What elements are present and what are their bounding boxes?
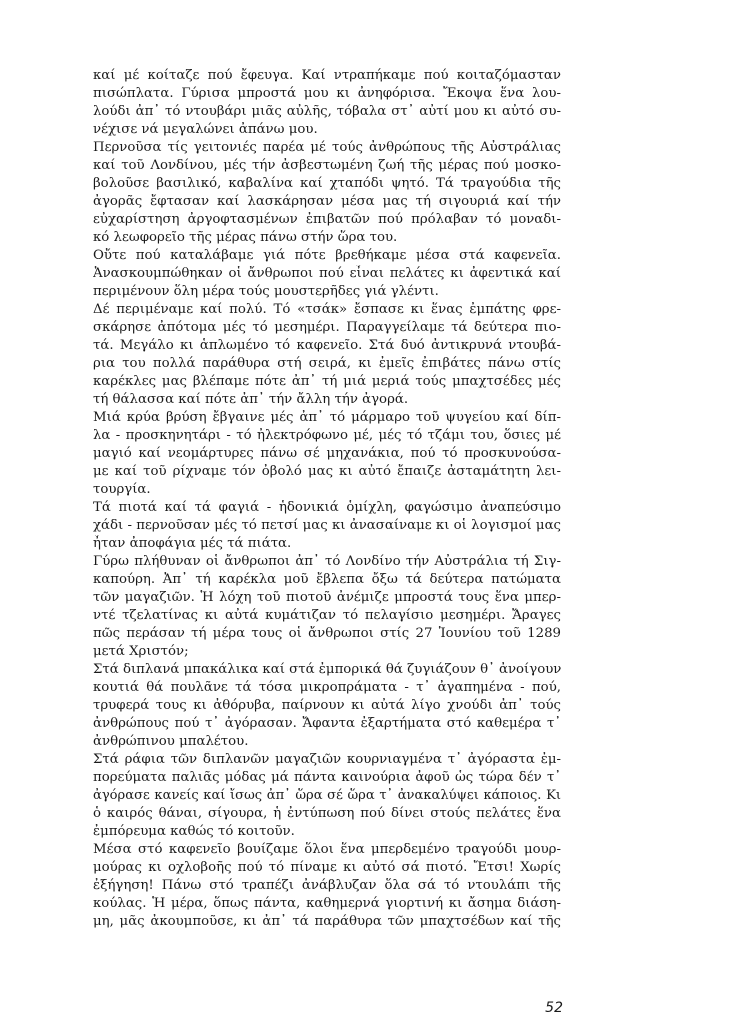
text-line: Μιά κρύα βρύση ἔβγαινε μές ἀπ᾽ τό μάρμαρο τοῦ ψυγείου καί δίπ- [93, 410, 561, 425]
text-line: ἐμπόρευμα καθώς τό κοιτοῦν. [93, 824, 295, 839]
text-line: Ἀνασκουμπώθηκαν οἱ ἄνθρωποι πού εἶναι πελάτες κι ἀφεντικά καί [93, 266, 561, 281]
text-line: με καί τοῦ ρίχναμε τόν ὀβολό μας κι αὐτό ἔπαιζε ἀσταμάτητη λει- [93, 464, 561, 479]
text-line: Στά ράφια τῶν διπλανῶν μαγαζιῶν κουρνιαγμένα τ᾽ ἀγόραστα ἐμ- [93, 752, 561, 767]
text-line: χάδι - περνοῦσαν μές τό πετσί μας κι ἀνασαίναμε κι οἱ λογισμοί μας [93, 518, 561, 533]
text-line: ἀγορᾶς ἔφτασαν καί λασκάρησαν μέσα μας τή σιγουριά καί τήν [93, 194, 561, 209]
text-line: κό λεωφορεῖο τῆς μέρας πάνω στήν ὥρα του. [93, 230, 398, 245]
text-line: σκάρησε ἀπότομα μές τό μεσημέρι. Παραγγείλαμε τά δεύτερα πιο- [93, 320, 561, 335]
text-line: ἀγόρασε κανείς καί ἴσως ἀπ᾽ ὥρα σέ ὥρα τ᾽ ἀνακαλύψει κάποιος. Κι [93, 788, 561, 803]
text-line: ἐξήγηση! Πάνω στό τραπέζι ἀνάβλυζαν ὅλα σά τό ντουλάπι τῆς [93, 878, 561, 893]
text-line: κούλας. Ἡ μέρα, ὅπως πάντα, καθημερνά γιορτινή κι ἄσημα διάση- [93, 896, 561, 911]
page-number: 52 [545, 1000, 563, 1016]
text-line: Γύρω πλήθυναν οἱ ἄνθρωποι ἀπ᾽ τό Λονδίνο τήν Αὐστράλια τή Σιγ- [93, 554, 561, 569]
text-line: μούρας κι οχλοβοῆς πού τό πίναμε κι αὐτό σά πιοτό. Ἔτσι! Χωρίς [93, 860, 561, 875]
text-line: λούδι ἀπ᾽ τό ντουβάρι μιᾶς αὐλῆς, τόβαλα στ᾽ αὐτί μου κι αὐτό συ- [93, 104, 561, 119]
text-line: ἀνθρώπους πού τ᾽ ἀγόρασαν. Ἄφαντα ἐξαρτήματα στό καθεμέρα τ᾽ [93, 716, 561, 731]
text-line: καπούρη. Ἀπ᾽ τή καρέκλα μοῦ ἔβλεπα ὄξω τά δεύτερα πατώματα [93, 572, 561, 587]
text-line: Δέ περιμέναμε καί πολύ. Τό «τσάκ» ἔσπασε κι ἕνας ἐμπάτης φρε- [93, 302, 561, 317]
body-text [93, 67, 561, 931]
text-line: τρυφερά τους κι ἀθόρυβα, παίρνουν κι αὐτά λίγο χνούδι ἀπ᾽ τούς [93, 698, 561, 713]
text-line: μη, μᾶς ἀκουμποῦσε, κι ἀπ᾽ τά παράθυρα τῶν μπαχτσέδων καί τῆς [93, 914, 561, 929]
text-line: καί τοῦ Λονδίνου, μές τήν ἀσβεστωμένη ζωή τῆς μέρας πού μοσκο- [93, 158, 561, 173]
text-line: ἀνθρώπινου μπαλέτου. [93, 734, 249, 749]
text-line: ρια του πολλά παράθυρα στή σειρά, κι ἐμεῖς ἐπιβάτες πάνω στίς [93, 356, 561, 371]
text-line: καί μέ κοίταζε πού ἔφευγα. Καί ντραπήκαμε πού κοιταζόμασταν [93, 68, 561, 83]
text-line: πῶς περάσαν τή μέρα τους οἱ ἄνθρωποι στίς 27 Ἰουνίου τοῦ 1289 [93, 626, 561, 641]
text-line: τῶν μαγαζιῶν. Ἡ λόχη τοῦ πιοτοῦ ἀνέμιζε μπροστά τους ἕνα μπερ- [93, 590, 561, 605]
text-line: ντέ τζελατίνας κι αὐτά κυμάτιζαν τό πελαγίσιο μεσημέρι. Ἄραγες [93, 608, 561, 623]
text-line: Μέσα στό καφενεῖο βουίζαμε ὅλοι ἕνα μπερδεμένο τραγούδι μουρ- [93, 842, 561, 857]
text-line: κουτιά θά πουλᾶνε τά τόσα μικροπράματα - τ᾽ ἀγαπημένα - πού, [93, 680, 561, 695]
text-line: καρέκλες μας βλέπαμε πότε ἀπ᾽ τή μιά μεριά τούς μπαχτσέδες μές [93, 374, 561, 389]
text-line: ἦταν ἀποφάγια μές τά πιάτα. [93, 536, 292, 551]
text-line: τή θάλασσα καί πότε ἀπ᾽ τήν ἄλλη τήν ἀγορά. [93, 392, 409, 407]
text-line: τά. Μεγάλο κι ἁπλωμένο τό καφενεῖο. Στά δυό ἀντικρυνά ντουβά- [93, 338, 561, 353]
text-line: πισώπλατα. Γύρισα μπροστά μου κι ἀνηφόρισα. Ἔκοψα ἕνα λου- [93, 86, 561, 101]
text-line: Οὔτε πού καταλάβαμε γιά πότε βρεθήκαμε μέσα στά καφενεῖα. [93, 248, 561, 263]
text-line: λα - προσκηνητάρι - τό ἠλεκτρόφωνο μέ, μές τό τζάμι του, ὅσιες μέ [93, 428, 561, 443]
text-line: πορεύματα παλιᾶς μόδας μά πάντα καινούρια ἀφοῦ ὡς τώρα δέν τ᾽ [93, 770, 561, 785]
text-line: μαγιό καί νεομάρτυρες πάνω σέ μηχανάκια, πού τό προσκυνούσα- [93, 446, 561, 461]
text-line: Τά πιοτά καί τά φαγιά - ἡδονικιά ὁμίχλη, φαγώσιμο ἀναπεύσιμο [93, 500, 561, 515]
text-line: Περνοῦσα τίς γειτονιές παρέα μέ τούς ἀνθρώπους τῆς Αὐστράλιας [93, 140, 561, 155]
text-line: ὁ καιρός θάναι, σίγουρα, ἡ ἐντύπωση πού δίνει στούς πελάτες ἕνα [93, 806, 561, 821]
text-line: Στά διπλανά μπακάλικα καί στά ἐμπορικά θά ζυγιάζουν θ᾽ ἀνοίγουν [93, 662, 561, 677]
text-line: νέχισε νά μεγαλώνει ἀπάνω μου. [93, 122, 318, 137]
text-line: μετά Χριστόν; [93, 644, 189, 659]
text-line: εὐχαρίστηση ἀργοφτασμένων ἐπιβατῶν πού πρόλαβαν τό μοναδι- [93, 212, 561, 227]
text-line: βολοῦσε βασιλικό, καβαλίνα καί χταπόδι ψητό. Τά τραγούδια τῆς [93, 176, 561, 191]
text-line: τουργία. [93, 482, 151, 497]
text-line: περιμένουν ὅλη μέρα τούς μουστερῆδες γιά γλέντι. [93, 284, 439, 299]
